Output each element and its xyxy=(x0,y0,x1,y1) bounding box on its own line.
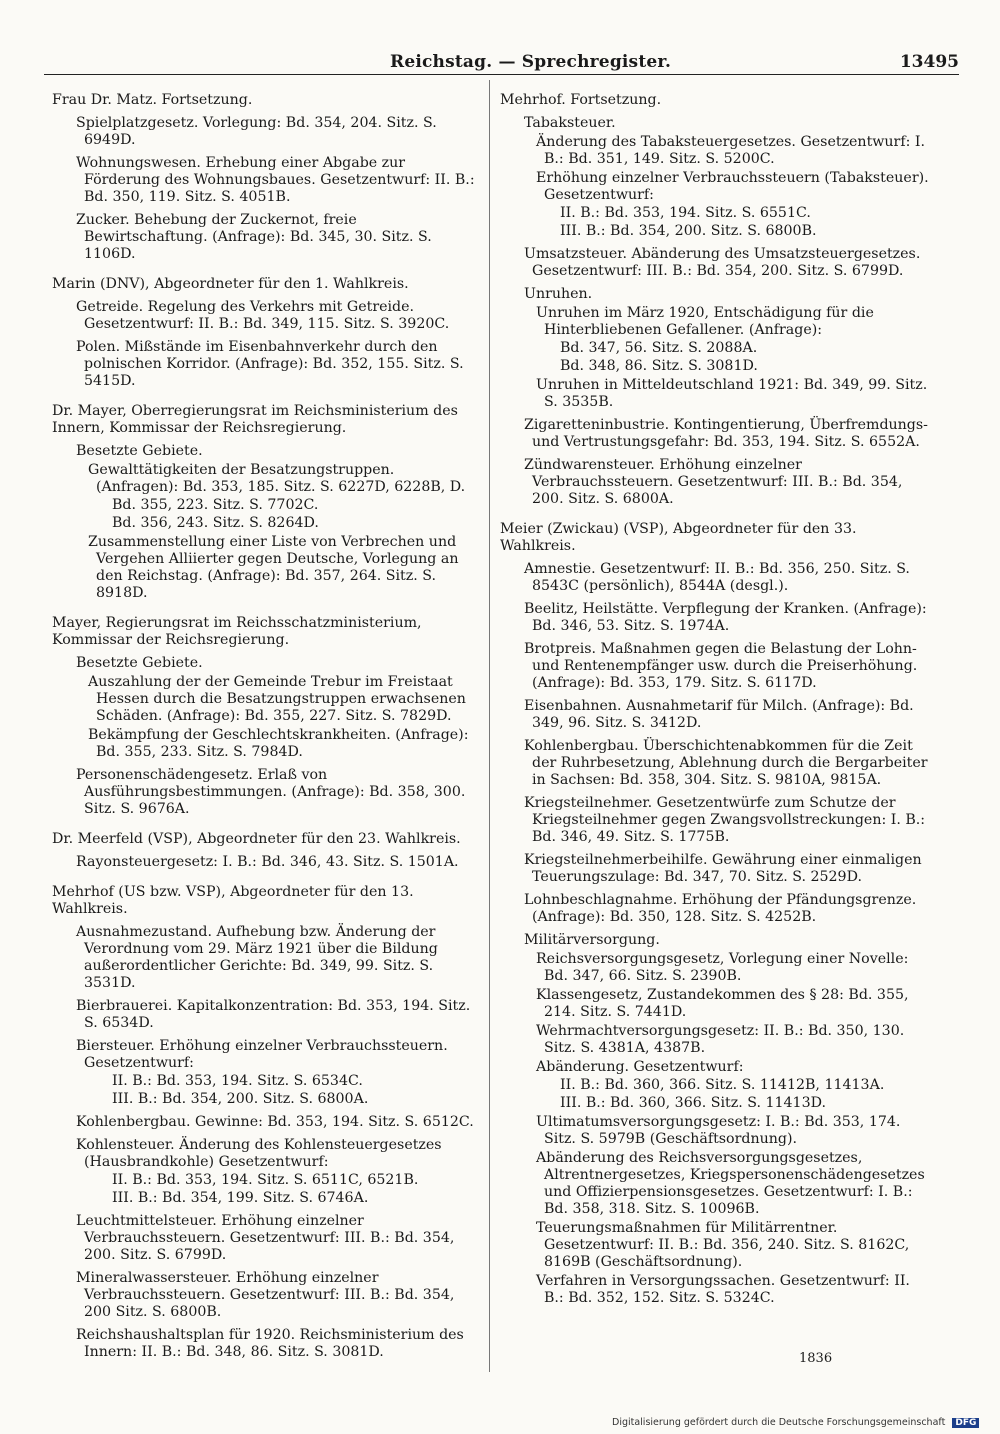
subentry: III. B.: Bd. 354, 200. Sitz. S. 6800A. xyxy=(112,1091,369,1107)
subentry: Verfahren in Versorgungssachen. Gesetzentwurf: II. B.: Bd. 352, 152. Sitz. S. 5324C. xyxy=(536,1273,910,1306)
subentry: II. B.: Bd. 353, 194. Sitz. S. 6511C, 6521B. xyxy=(112,1172,419,1188)
subentry: Leuchtmittelsteuer. Erhöhung einzelner Verbrauchssteuern. Gesetzentwurf: III. B.: Bd. 354, 200. Sitz. S. 6799D. xyxy=(76,1213,455,1263)
subentry: Brotpreis. Maßnahmen gegen die Belastung der Lohn- und Rentenempfänger usw. durch die Preiserhöhung. (Anfrage): Bd. 353, 179. Sitz. S. 6117D. xyxy=(524,641,918,691)
subentry: Erhöhung einzelner Verbrauchssteuern (Tabaksteuer). Gesetzentwurf: xyxy=(536,170,929,203)
subentry: Biersteuer. Erhöhung einzelner Verbrauchssteuern. Gesetzentwurf: xyxy=(76,1038,448,1071)
right-column xyxy=(500,92,932,1320)
subentry: II. B.: Bd. 353, 194. Sitz. S. 6534C. xyxy=(112,1073,363,1089)
subentry: Militärversorgung. xyxy=(524,932,660,948)
subentry: Besetzte Gebiete. xyxy=(76,443,203,459)
subentry: Wohnungswesen. Erhebung einer Abgabe zur Förderung des Wohnungsbaues. Gesetzentwurf: II. B.: Bd. 350, 119. Sitz. S. 4051B. xyxy=(76,155,475,205)
entry-marin xyxy=(52,276,480,390)
subentry: Teuerungsmaßnahmen für Militärrentner. Gesetzentwurf: II. B.: Bd. 356, 240. Sitz. S. 8162C, 8169B (Geschäftsordnung). xyxy=(536,1220,910,1270)
subentry: Spielplatzgesetz. Vorlegung: Bd. 354, 204. Sitz. S. 6949D. xyxy=(76,115,437,148)
entry-matz xyxy=(52,92,480,263)
entry-meier xyxy=(500,521,932,1307)
subentry: Ausnahmezustand. Aufhebung bzw. Änderung der Verordnung vom 29. März 1921 über die Bildung außerordentlicher Gerichte: Bd. 349, 99. Sitz. S. 3531D. xyxy=(76,924,438,991)
subentry: Bd. 347, 56. Sitz. S. 2088A. xyxy=(560,340,758,356)
subentry: III. B.: Bd. 354, 200. Sitz. S. 6800B. xyxy=(560,223,817,239)
subentry: Gewalttätigkeiten der Besatzungstruppen. (Anfragen): Bd. 353, 185. Sitz. S. 6227D, 6228B, D. xyxy=(88,462,466,495)
page-header xyxy=(44,46,959,75)
subentry: Beelitz, Heilstätte. Verpflegung der Kranken. (Anfrage): Bd. 346, 53. Sitz. S. 1974A. xyxy=(524,601,927,634)
subentry: Reichsversorgungsgesetz, Vorlegung einer Novelle: Bd. 347, 66. Sitz. S. 2390B. xyxy=(536,951,909,984)
subentry: Abänderung des Reichsversorgungsgesetzes, Altrentnergesetzes, Kriegspersonenschädengesetzes und Offizierpensionsgesetzes. Gesetzentwurf: I. B.: Bd. 358, 318. Sitz. S. 10096B. xyxy=(536,1150,925,1217)
subentry: Mineralwassersteuer. Erhöhung einzelner Verbrauchssteuern. Gesetzentwurf: III. B.: Bd. 354, 200 Sitz. S. 6800B. xyxy=(76,1270,455,1320)
subentry: Zigaretteninbustrie. Kontingentierung, Überfremdungs- und Vertrustungsgefahr: Bd. 353, 194. Sitz. S. 6552A. xyxy=(524,417,928,450)
subentry: Zündwarensteuer. Erhöhung einzelner Verbrauchssteuern. Gesetzentwurf: III. B.: Bd. 354, 200. Sitz. S. 6800A. xyxy=(524,457,903,507)
entry-meerfeld xyxy=(52,831,480,871)
entry-heading: Dr. Mayer, Oberregierungsrat im Reichsministerium des Innern, Kommissar der Reichsregierung. xyxy=(52,403,458,436)
column-divider xyxy=(489,80,490,1372)
subentry: III. B.: Bd. 360, 366. Sitz. S. 11413D. xyxy=(560,1095,826,1111)
subentry: Bd. 355, 223. Sitz. S. 7702C. xyxy=(112,497,319,513)
subentry: Besetzte Gebiete. xyxy=(76,655,203,671)
entry-mehrhof xyxy=(52,884,480,1361)
footer-number: 1836 xyxy=(799,1351,833,1366)
subentry: Rayonsteuergesetz: I. B.: Bd. 346, 43. Sitz. S. 1501A. xyxy=(76,854,459,870)
entry-mayer xyxy=(52,615,480,818)
credit-text: Digitalisierung gefördert durch die Deutsche Forschungsgemeinschaft xyxy=(612,1417,946,1428)
subentry: Bierbrauerei. Kapitalkonzentration: Bd. 353, 194. Sitz. S. 6534D. xyxy=(76,998,471,1031)
subentry: Wehrmachtversorgungsgesetz: II. B.: Bd. 350, 130. Sitz. S. 4381A, 4387B. xyxy=(536,1023,905,1056)
subentry: Bd. 356, 243. Sitz. S. 8264D. xyxy=(112,515,319,531)
subentry: Abänderung. Gesetzentwurf: xyxy=(536,1059,744,1075)
dfg-logo: DFG xyxy=(952,1418,979,1428)
left-column xyxy=(52,92,480,1374)
subentry: Umsatzsteuer. Abänderung des Umsatzsteuergesetzes. Gesetzentwurf: III. B.: Bd. 354, 200. Sitz. S. 6799D. xyxy=(524,246,921,279)
page-number: 13495 xyxy=(899,52,959,72)
subentry: Zucker. Behebung der Zuckernot, freie Bewirtschaftung. (Anfrage): Bd. 345, 30. Sitz. S. 1106D. xyxy=(76,212,432,262)
entry-heading: Mayer, Regierungsrat im Reichsschatzministerium, Kommissar der Reichsregierung. xyxy=(52,615,422,648)
subentry: Reichshaushaltsplan für 1920. Reichsministerium des Innern: II. B.: Bd. 348, 86. Sitz. S. 3081D. xyxy=(76,1327,464,1360)
subentry: Bekämpfung der Geschlechtskrankheiten. (Anfrage): Bd. 355, 233. Sitz. S. 7984D. xyxy=(88,727,469,760)
entry-dr-mayer xyxy=(52,403,480,602)
subentry: Polen. Mißstände im Eisenbahnverkehr durch den polnischen Korridor. (Anfrage): Bd. 352, 155. Sitz. S. 5415D. xyxy=(76,339,464,389)
entry-heading: Mehrhof (US bzw. VSP), Abgeordneter für den 13. Wahlkreis. xyxy=(52,884,414,917)
subentry: Lohnbeschlagnahme. Erhöhung der Pfändungsgrenze. (Anfrage): Bd. 350, 128. Sitz. S. 4252B. xyxy=(524,892,917,925)
subentry: III. B.: Bd. 354, 199. Sitz. S. 6746A. xyxy=(112,1190,369,1206)
entry-mehrhof-cont xyxy=(500,92,932,508)
entry-heading: Mehrhof. Fortsetzung. xyxy=(500,92,662,108)
subentry: Getreide. Regelung des Verkehrs mit Getreide. Gesetzentwurf: II. B.: Bd. 349, 115. Sitz. S. 3920C. xyxy=(76,299,450,332)
subentry: Eisenbahnen. Ausnahmetarif für Milch. (Anfrage): Bd. 349, 96. Sitz. S. 3412D. xyxy=(524,698,914,731)
subentry: Klassengesetz, Zustandekommen des § 28: Bd. 355, 214. Sitz. S. 7441D. xyxy=(536,987,909,1020)
subentry: Kriegsteilnehmerbeihilfe. Gewährung einer einmaligen Teuerungszulage: Bd. 347, 70. Sitz. S. 2529D. xyxy=(524,852,922,885)
subentry: Bd. 348, 86. Sitz. S. 3081D. xyxy=(560,358,758,374)
digitization-credit xyxy=(612,1417,979,1428)
entry-heading: Meier (Zwickau) (VSP), Abgeordneter für den 33. Wahlkreis. xyxy=(500,521,857,554)
entry-heading: Marin (DNV), Abgeordneter für den 1. Wahlkreis. xyxy=(52,276,409,292)
subentry: II. B.: Bd. 360, 366. Sitz. S. 11412B, 11413A. xyxy=(560,1077,885,1093)
entry-heading: Dr. Meerfeld (VSP), Abgeordneter für den 23. Wahlkreis. xyxy=(52,831,461,847)
subentry: Änderung des Tabaksteuergesetzes. Gesetzentwurf: I. B.: Bd. 351, 149. Sitz. S. 5200C. xyxy=(536,134,925,167)
subentry: Kohlensteuer. Änderung des Kohlensteuergesetzes (Hausbrandkohle) Gesetzentwurf: xyxy=(76,1137,442,1170)
header-title: Reichstag. — Sprechregister. xyxy=(390,52,672,72)
subentry: Ultimatumsversorgungsgesetz: I. B.: Bd. 353, 174. Sitz. S. 5979B (Geschäftsordnung). xyxy=(536,1114,901,1147)
subentry: Auszahlung der der Gemeinde Trebur im Freistaat Hessen durch die Besatzungstruppen erwachsenen Schäden. (Anfrage): Bd. 355, 227. Sitz. S. 7829D. xyxy=(88,674,466,724)
subentry: Kohlenbergbau. Gewinne: Bd. 353, 194. Sitz. S. 6512C. xyxy=(76,1114,474,1130)
subentry: Unruhen in Mitteldeutschland 1921: Bd. 349, 99. Sitz. S. 3535B. xyxy=(536,377,928,410)
subentry: Zusammenstellung einer Liste von Verbrechen und Vergehen Alliierter gegen Deutsche, Vorlegung an den Reichstag. (Anfrage): Bd. 357, 264. Sitz. S. 8918D. xyxy=(88,534,459,601)
subentry: Tabaksteuer. xyxy=(524,115,616,131)
subentry: Unruhen. xyxy=(524,286,593,302)
subentry: Kohlenbergbau. Überschichtenabkommen für die Zeit der Ruhrbesetzung, Ablehnung durch die Bergarbeiter in Sachsen: Bd. 358, 304. Sitz. S. 9810A, 9815A. xyxy=(524,738,928,788)
subentry: Personenschädengesetz. Erlaß von Ausführungsbestimmungen. (Anfrage): Bd. 358, 300. Sitz. S. 9676A. xyxy=(76,767,466,817)
entry-heading: Frau Dr. Matz. Fortsetzung. xyxy=(52,92,253,108)
subentry: Kriegsteilnehmer. Gesetzentwürfe zum Schutze der Kriegsteilnehmer gegen Zwangsvollstreckungen: I. B.: Bd. 346, 49. Sitz. S. 1775B. xyxy=(524,795,926,845)
subentry: Unruhen im März 1920, Entschädigung für die Hinterbliebenen Gefallener. (Anfrage): xyxy=(536,305,874,338)
subentry: Amnestie. Gesetzentwurf: II. B.: Bd. 356, 250. Sitz. S. 8543C (persönlich), 8544A (desgl.). xyxy=(524,561,910,594)
subentry: II. B.: Bd. 353, 194. Sitz. S. 6551C. xyxy=(560,205,811,221)
